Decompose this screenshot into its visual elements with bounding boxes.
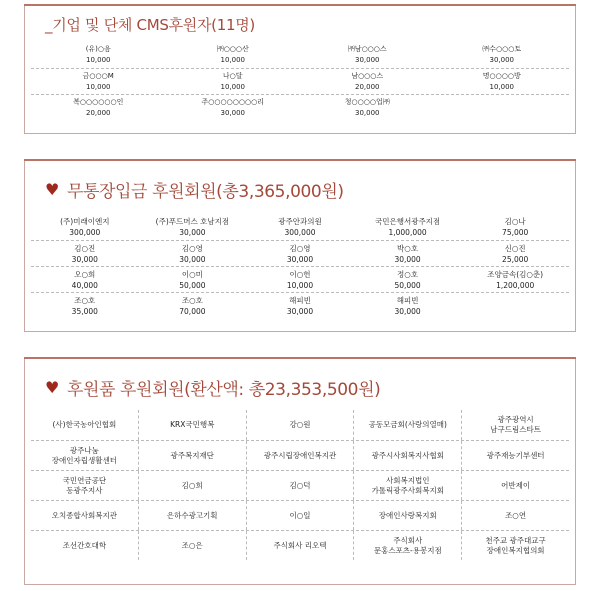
donation-entry xyxy=(139,214,247,240)
donation-entry xyxy=(354,293,462,318)
goods-title: 후원품 후원회원(환산액: 총23,353,500원) xyxy=(66,380,381,400)
cms-sponsors-title: _기업 및 단체 CMS후원자(11명) xyxy=(45,16,255,34)
cms-entry xyxy=(166,95,301,120)
goods-sponsor-name: 김○희 xyxy=(138,471,246,500)
sponsor-name: 국민은행서광주지점 xyxy=(374,217,441,226)
sponsor-amount: 30,000 xyxy=(286,307,314,316)
goods-sponsor-name: 광주광역시 남구드림스타트 xyxy=(461,410,569,440)
heart-icon: ♥ xyxy=(45,377,59,397)
donation-entry xyxy=(139,267,247,292)
goods-sponsor-name: 조○연 xyxy=(461,501,569,530)
sponsor-amount: 30,000 xyxy=(394,307,421,316)
sponsor-amount: 50,000 xyxy=(394,281,421,290)
sponsor-name: 김○영 xyxy=(289,244,311,253)
sponsor-name: ㈜남○○○스 xyxy=(347,45,387,53)
cms-entry xyxy=(31,95,166,120)
sponsor-name: 박○호 xyxy=(397,244,419,253)
sponsor-amount: 30,000 xyxy=(179,255,206,264)
cms-sponsors-grid xyxy=(31,42,569,120)
sponsor-amount: 35,000 xyxy=(71,307,98,316)
donation-entry xyxy=(461,214,569,240)
goods-sponsor-name: 김○덕 xyxy=(246,471,354,500)
goods-sponsor-name: 이○일 xyxy=(246,501,354,530)
sponsor-name: 신○진 xyxy=(504,244,526,253)
sponsor-name: 복○○○○○○인 xyxy=(73,98,124,106)
donation-card xyxy=(24,159,576,332)
donation-entry xyxy=(246,241,354,266)
goods-sponsor-name: 조선간호대학 xyxy=(62,540,107,550)
cms-entry xyxy=(435,69,570,94)
goods-title-row xyxy=(45,375,380,400)
sponsor-name: 금○○○M xyxy=(82,72,114,80)
donation-entry xyxy=(354,214,462,240)
sponsor-amount: 300,000 xyxy=(284,228,316,237)
sponsor-name: 이○헌 xyxy=(289,270,311,279)
cms-row xyxy=(31,42,569,68)
heart-icon: ♥ xyxy=(45,179,59,199)
cms-row xyxy=(31,68,569,94)
sponsor-amount: 10,000 xyxy=(86,56,111,64)
donation-entry xyxy=(461,267,569,292)
sponsor-amount: 20,000 xyxy=(355,83,380,91)
sponsor-amount: 30,000 xyxy=(355,109,380,117)
goods-row xyxy=(31,530,569,560)
sponsor-amount: 30,000 xyxy=(394,255,421,264)
sponsor-name: 조양금속(김○춘) xyxy=(487,270,544,279)
goods-sponsor-name: 광주나눔 장애인자립생활센터 xyxy=(51,445,117,465)
goods-sponsor-name: 장애인사랑복지회 xyxy=(353,501,461,530)
cms-sponsors-card xyxy=(24,4,576,134)
sponsor-name: 조○호 xyxy=(74,296,96,305)
sponsor-name: ㈜○○○산 xyxy=(216,45,249,53)
sponsor-name: 오○희 xyxy=(74,270,96,279)
sponsor-name: (주)푸드머스 호남지점 xyxy=(155,217,230,226)
donation-title-row xyxy=(45,177,344,202)
sponsor-amount: 1,200,000 xyxy=(496,281,535,290)
donation-entry xyxy=(31,241,139,266)
goods-sponsor-name: 주식회사 문홍스포츠-용봉지점 xyxy=(353,531,461,560)
sponsor-name: 광주안과의원 xyxy=(278,217,322,226)
cms-entry xyxy=(300,95,435,120)
sponsor-amount: 50,000 xyxy=(179,281,206,290)
donation-row xyxy=(31,240,569,266)
sponsor-amount: 30,000 xyxy=(71,255,98,264)
donation-entry xyxy=(246,293,354,318)
sponsor-name: 김○진 xyxy=(74,244,96,253)
sponsor-name: 김○영 xyxy=(181,244,203,253)
donation-entry xyxy=(31,293,139,318)
goods-sponsor-name: 오치종합사회복지관 xyxy=(51,510,117,520)
sponsor-name: (주)미래이엔지 xyxy=(60,217,110,226)
sponsor-amount: 30,000 xyxy=(179,228,206,237)
sponsor-name: 김○나 xyxy=(504,217,526,226)
goods-row xyxy=(31,440,569,470)
sponsor-amount: 300,000 xyxy=(69,228,101,237)
sponsor-name: ㈜수○○○토 xyxy=(482,45,522,53)
donation-row xyxy=(31,292,569,318)
sponsor-name: 해피빈 xyxy=(396,296,419,305)
sponsor-amount: 10,000 xyxy=(286,281,314,290)
donation-entry xyxy=(354,241,462,266)
sponsor-name: 명○○○○방 xyxy=(482,72,521,80)
donation-grid xyxy=(31,214,569,318)
donation-row xyxy=(31,266,569,292)
sponsor-amount: 75,000 xyxy=(502,228,529,237)
sponsor-name: 청○○○○업㈜ xyxy=(344,98,390,106)
donation-entry xyxy=(354,267,462,292)
donation-entry xyxy=(461,293,569,318)
goods-sponsor-name: 광주시립장애인복지관 xyxy=(246,441,354,470)
goods-sponsor-name: (사)한국농아인협회 xyxy=(52,420,117,429)
donation-entry xyxy=(246,214,354,240)
sponsor-amount: 1,000,000 xyxy=(388,228,427,237)
sponsor-name: (유)○음 xyxy=(85,45,111,53)
goods-sponsor-name: 광주재능기부센터 xyxy=(461,441,569,470)
sponsor-name: 정○호 xyxy=(397,270,419,279)
goods-card xyxy=(24,357,576,585)
sponsor-amount: 10,000 xyxy=(220,83,245,91)
sponsor-amount: 30,000 xyxy=(355,56,380,64)
sponsor-amount: 30,000 xyxy=(220,109,245,117)
sponsor-amount: 10,000 xyxy=(86,83,111,91)
donation-entry xyxy=(139,293,247,318)
goods-sponsor-name: 주식회사 리오텍 xyxy=(246,531,354,560)
donation-title: 무통장입금 후원회원(총3,365,000원) xyxy=(66,182,344,202)
donation-entry xyxy=(461,241,569,266)
sponsor-name: 이○미 xyxy=(181,270,203,279)
sponsor-name: 해피빈 xyxy=(289,296,311,305)
goods-sponsor-name: 강○원 xyxy=(246,410,354,440)
goods-sponsor-name: 은하수광고기획 xyxy=(138,501,246,530)
goods-sponsor-name: 광주시사회복지사협회 xyxy=(353,441,461,470)
donation-entry xyxy=(31,214,139,240)
cms-entry xyxy=(31,42,166,68)
goods-grid xyxy=(31,410,569,560)
sponsor-name: 남○○○스 xyxy=(351,72,384,80)
goods-row xyxy=(31,410,569,440)
donation-entry xyxy=(246,267,354,292)
donation-row xyxy=(31,214,569,240)
goods-sponsor-name: 국민연금공단 동광주지사 xyxy=(62,475,107,495)
goods-sponsor-name: 어반제이 xyxy=(461,471,569,500)
goods-sponsor-name: 조○은 xyxy=(138,531,246,560)
sponsor-amount: 20,000 xyxy=(86,109,111,117)
cms-row xyxy=(31,94,569,120)
cms-entry xyxy=(435,42,570,68)
goods-sponsor-name: 사회복지법인 가톨릭광주사회복지회 xyxy=(353,471,461,500)
sponsor-amount: 40,000 xyxy=(71,281,98,290)
donation-entry xyxy=(139,241,247,266)
cms-entry xyxy=(300,42,435,68)
cms-entry xyxy=(166,42,301,68)
sponsor-amount: 25,000 xyxy=(502,255,529,264)
cms-entry xyxy=(31,69,166,94)
sponsor-name: 조○호 xyxy=(181,296,203,305)
goods-sponsor-name: 천주교 광주대교구 장애인복지협의회 xyxy=(461,531,569,560)
sponsor-name: 나○달 xyxy=(222,72,243,80)
goods-sponsor-name: 공동모금회(사랑의열매) xyxy=(353,410,461,440)
goods-row xyxy=(31,470,569,500)
donation-entry xyxy=(31,267,139,292)
goods-sponsor-name: KRX국민행복 xyxy=(138,410,246,440)
sponsor-amount: 30,000 xyxy=(286,255,314,264)
cms-entry xyxy=(435,95,570,120)
sponsor-amount: 70,000 xyxy=(179,307,206,316)
goods-row xyxy=(31,500,569,530)
sponsor-amount: 10,000 xyxy=(489,83,514,91)
sponsor-amount: 10,000 xyxy=(220,56,245,64)
cms-entry xyxy=(300,69,435,94)
goods-sponsor-name: 광주복지재단 xyxy=(138,441,246,470)
cms-entry xyxy=(166,69,301,94)
sponsor-amount: 30,000 xyxy=(489,56,514,64)
sponsor-name: 주○○○○○○○○리 xyxy=(201,98,264,106)
